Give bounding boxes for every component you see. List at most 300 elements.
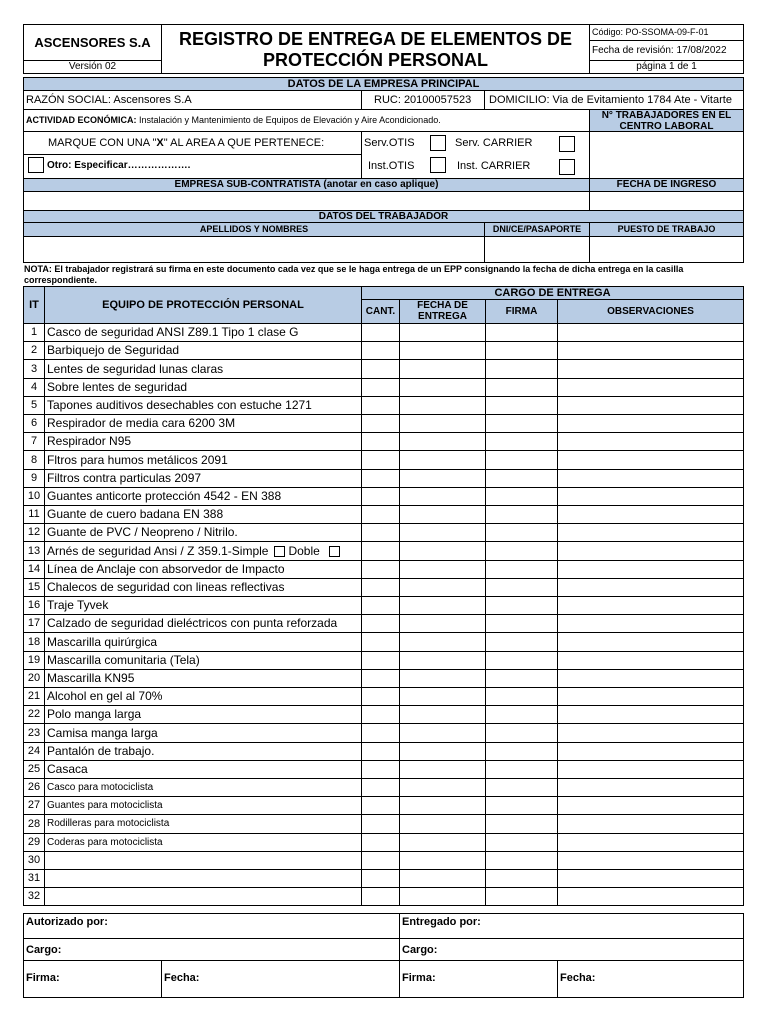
equipment-name: Polo manga larga	[47, 707, 142, 721]
obs-input-cell[interactable]	[557, 632, 744, 652]
fecha-input-cell[interactable]	[399, 378, 486, 397]
num-trabajadores-cell	[589, 109, 744, 132]
marque-x: X	[156, 137, 164, 149]
row-number: 26	[23, 778, 45, 797]
equipment-name-cell	[44, 541, 362, 561]
fecha-input-cell[interactable]	[399, 614, 486, 633]
fecha-input-cell[interactable]	[399, 487, 486, 506]
obs-input-cell[interactable]	[557, 359, 744, 379]
cant-input-cell[interactable]	[361, 396, 400, 415]
row-number: 6	[23, 414, 45, 433]
serv-carrier-checkbox[interactable]	[559, 136, 575, 152]
equipment-name: Coderas para motociclista	[47, 837, 163, 848]
col-fecha-text: FECHA DE ENTREGA	[417, 300, 468, 322]
obs-input-cell[interactable]	[557, 432, 744, 451]
fecha-input-cell[interactable]	[399, 560, 486, 579]
cargo-entregado-label: Cargo:	[402, 944, 438, 956]
firma-input-cell[interactable]	[485, 723, 558, 743]
firma-input-cell[interactable]	[485, 523, 558, 542]
fecha-input-cell[interactable]	[399, 814, 486, 834]
num-trabajadores-label: N° TRABAJADORES EN EL CENTRO LABORAL	[601, 110, 732, 132]
cant-input-cell[interactable]	[361, 560, 400, 579]
row-number: 29	[23, 833, 45, 852]
cant-input-cell[interactable]	[361, 687, 400, 706]
obs-input-cell[interactable]	[557, 450, 744, 470]
fecha-input-cell[interactable]	[399, 469, 486, 488]
row-number: 27	[23, 796, 45, 815]
firma-input-cell[interactable]	[485, 687, 558, 706]
note-text: NOTA: El trabajador registrará su firma en este documento cada vez que se le haga entrega de un EPP consignando la fecha de dicha entrega en la casilla correspondiente.	[24, 264, 684, 285]
equipment-name-cell	[44, 359, 362, 379]
fecha-ingreso-text: FECHA DE INGRESO	[616, 179, 717, 190]
fecha-input-cell[interactable]	[399, 523, 486, 542]
company-name-cell	[23, 24, 162, 61]
firma-autorizado-label: Firma:	[26, 972, 60, 984]
obs-input-cell[interactable]	[557, 742, 744, 761]
company-name: ASCENSORES S.A	[34, 35, 151, 50]
row-number: 12	[23, 523, 45, 542]
fecha-input-cell[interactable]	[399, 742, 486, 761]
row-number: 20	[23, 669, 45, 688]
equipment-name-cell	[44, 323, 362, 342]
obs-input-cell[interactable]	[557, 541, 744, 561]
row-number: 13	[23, 541, 45, 561]
doble-checkbox[interactable]	[329, 546, 340, 557]
fecha-autorizado-cell[interactable]	[161, 960, 400, 998]
row-number: 8	[23, 450, 45, 470]
cant-input-cell[interactable]	[361, 723, 400, 743]
cant-input-cell[interactable]	[361, 796, 400, 815]
actividad-label: ACTIVIDAD ECONÓMICA:	[26, 115, 137, 125]
equipment-name: Guante de cuero badana EN 388	[47, 507, 224, 521]
fecha-input-cell[interactable]	[399, 323, 486, 342]
razon-social-cell	[23, 90, 362, 110]
equipment-name-cell	[44, 378, 362, 397]
fecha-input-cell[interactable]	[399, 359, 486, 379]
equipment-name: Rodilleras para motociclista	[47, 818, 170, 829]
fecha-input-cell[interactable]	[399, 705, 486, 724]
dni-heading	[484, 222, 590, 237]
row-number: 4	[23, 378, 45, 397]
actividad-cell	[23, 109, 590, 132]
equipment-name: Arnés de seguridad Ansi / Z 359.1-Simple	[47, 544, 269, 558]
puesto-heading	[589, 222, 744, 237]
equipment-name-cell	[44, 887, 362, 906]
inst-otis-label: Inst.OTIS	[368, 160, 415, 172]
firma-input-cell[interactable]	[485, 632, 558, 652]
equipment-name-cell	[44, 560, 362, 579]
firma-input-cell[interactable]	[485, 505, 558, 524]
cant-input-cell[interactable]	[361, 323, 400, 342]
obs-input-cell[interactable]	[557, 378, 744, 397]
entregado-cell[interactable]	[399, 913, 744, 939]
row-number: 7	[23, 432, 45, 451]
domicilio: DOMICILIO: Via de Evitamiento 1784 Ate - Vitarte	[489, 94, 732, 106]
equipment-name: Línea de Anclaje con absorvedor de Impacto	[47, 562, 285, 576]
obs-input-cell[interactable]	[557, 833, 744, 852]
firma-entregado-cell[interactable]	[399, 960, 558, 998]
obs-input-cell[interactable]	[557, 578, 744, 597]
obs-input-cell[interactable]	[557, 887, 744, 906]
actividad-value: Instalación y Mantenimiento de Equipos de Elevación y Aire Acondicionado.	[139, 115, 441, 125]
col-it-header	[23, 286, 45, 324]
fecha-input-cell[interactable]	[399, 632, 486, 652]
firma-input-cell[interactable]	[485, 341, 558, 360]
apellidos-text: APELLIDOS Y NOMBRES	[199, 224, 309, 234]
ruc: RUC: 20100057523	[374, 94, 472, 106]
cant-input-cell[interactable]	[361, 469, 400, 488]
obs-input-cell[interactable]	[557, 651, 744, 670]
doble-label: Doble	[288, 544, 320, 558]
subcontratista-input[interactable]	[23, 191, 590, 211]
firma-autorizado-cell[interactable]	[23, 960, 162, 998]
cant-input-cell[interactable]	[361, 505, 400, 524]
fecha-input-cell[interactable]	[399, 651, 486, 670]
fecha-input-cell[interactable]	[399, 396, 486, 415]
subcontratista-heading	[23, 178, 590, 192]
firma-input-cell[interactable]	[485, 760, 558, 779]
row-number: 2	[23, 341, 45, 360]
cargo-autorizado-label: Cargo:	[26, 944, 62, 956]
company-heading-text: DATOS DE LA EMPRESA PRINCIPAL	[287, 78, 480, 90]
firma-input-cell[interactable]	[485, 541, 558, 561]
fecha-input-cell[interactable]	[399, 833, 486, 852]
cant-input-cell[interactable]	[361, 851, 400, 870]
obs-input-cell[interactable]	[557, 487, 744, 506]
col-fecha-header	[399, 299, 486, 324]
firma-input-cell[interactable]	[485, 778, 558, 797]
obs-input-cell[interactable]	[557, 851, 744, 870]
equipment-name-cell	[44, 669, 362, 688]
serv-otis-checkbox[interactable]	[430, 135, 446, 151]
company-section-heading	[23, 77, 744, 91]
equipment-name-cell	[44, 869, 362, 888]
firma-input-cell[interactable]	[485, 578, 558, 597]
fecha-input-cell[interactable]	[399, 869, 486, 888]
ruc-cell	[361, 90, 485, 110]
equipment-name-cell	[44, 760, 362, 779]
inst-otis-checkbox[interactable]	[430, 157, 446, 173]
row-number: 32	[23, 887, 45, 906]
row-number: 31	[23, 869, 45, 888]
row-number: 14	[23, 560, 45, 579]
firma-input-cell[interactable]	[485, 487, 558, 506]
cant-input-cell[interactable]	[361, 705, 400, 724]
equipment-name-cell	[44, 687, 362, 706]
document-code: Código: PO-SSOMA-09-F-01	[592, 27, 709, 37]
equipment-name: Respirador N95	[47, 434, 132, 448]
equipment-name-cell	[44, 432, 362, 451]
obs-input-cell[interactable]	[557, 414, 744, 433]
equipment-name: Mascarilla comunitaria (Tela)	[47, 653, 200, 667]
note	[24, 264, 744, 286]
equipment-name: Guantes para motociclista	[47, 800, 163, 811]
equipment-name: Chalecos de seguridad con lineas reflectivas	[47, 580, 285, 594]
fecha-input-cell[interactable]	[399, 432, 486, 451]
firma-input-cell[interactable]	[485, 596, 558, 615]
firma-input-cell[interactable]	[485, 705, 558, 724]
firma-input-cell[interactable]	[485, 469, 558, 488]
firma-input-cell[interactable]	[485, 742, 558, 761]
equipment-name: Calzado de seguridad dieléctricos con punta reforzada	[47, 616, 338, 630]
equipment-name-cell	[44, 814, 362, 834]
firma-input-cell[interactable]	[485, 450, 558, 470]
fecha-input-cell[interactable]	[399, 687, 486, 706]
equipment-name: Tapones auditivos desechables con estuche 1271	[47, 398, 312, 412]
col-obs-text: OBSERVACIONES	[607, 306, 694, 317]
otro-checkbox[interactable]	[28, 157, 44, 173]
revision-cell	[589, 40, 744, 61]
equipment-name: Camisa manga larga	[47, 726, 158, 740]
cant-input-cell[interactable]	[361, 742, 400, 761]
row-number: 9	[23, 469, 45, 488]
obs-input-cell[interactable]	[557, 469, 744, 488]
apellidos-input[interactable]	[23, 236, 485, 263]
equipment-name-cell	[44, 833, 362, 852]
firma-input-cell[interactable]	[485, 814, 558, 834]
firma-input-cell[interactable]	[485, 560, 558, 579]
equipment-name: Guante de PVC / Neopreno / Nitrilo.	[47, 525, 238, 539]
obs-input-cell[interactable]	[557, 796, 744, 815]
col-equipo-header	[44, 286, 362, 324]
obs-input-cell[interactable]	[557, 560, 744, 579]
fecha-input-cell[interactable]	[399, 760, 486, 779]
document-title-cell	[161, 24, 590, 74]
cant-input-cell[interactable]	[361, 887, 400, 906]
obs-input-cell[interactable]	[557, 687, 744, 706]
fecha-entregado-label: Fecha:	[560, 972, 596, 984]
equipment-name-cell	[44, 414, 362, 433]
equipment-name: Guantes anticorte protección 4542 - EN 388	[47, 489, 282, 503]
equipment-name: Casco para motociclista	[47, 782, 154, 793]
otro-label: Otro: Especificar……………….	[47, 160, 191, 171]
obs-input-cell[interactable]	[557, 505, 744, 524]
row-number: 21	[23, 687, 45, 706]
row-number: 10	[23, 487, 45, 506]
fecha-input-cell[interactable]	[399, 669, 486, 688]
inst-carrier-label: Inst. CARRIER	[457, 160, 531, 172]
equipment-name-cell	[44, 614, 362, 633]
cargo-autorizado-cell[interactable]	[23, 938, 400, 961]
version-cell	[23, 60, 162, 74]
firma-input-cell[interactable]	[485, 869, 558, 888]
equipment-name-cell	[44, 651, 362, 670]
row-number: 17	[23, 614, 45, 633]
col-firma-header	[485, 299, 558, 324]
dni-input[interactable]	[484, 236, 590, 263]
equipment-name-cell	[44, 450, 362, 470]
obs-input-cell[interactable]	[557, 669, 744, 688]
obs-input-cell[interactable]	[557, 705, 744, 724]
document-title-line1: REGISTRO DE ENTREGA DE ELEMENTOS DE	[178, 29, 573, 49]
equipment-name: Respirador de media cara 6200 3M	[47, 416, 236, 430]
fecha-input-cell[interactable]	[399, 887, 486, 906]
row-number: 23	[23, 723, 45, 743]
page-cell	[589, 60, 744, 74]
row-number: 5	[23, 396, 45, 415]
marque-prefix: MARQUE CON UNA "	[48, 137, 157, 149]
page-number: página 1 de 1	[636, 61, 697, 72]
firma-input-cell[interactable]	[485, 887, 558, 906]
equipment-name-cell	[44, 851, 362, 870]
col-it-text: IT	[29, 299, 39, 311]
obs-input-cell[interactable]	[557, 760, 744, 779]
obs-input-cell[interactable]	[557, 614, 744, 633]
inst-carrier-checkbox[interactable]	[559, 159, 575, 175]
cargo-entrega-header	[361, 286, 744, 300]
fecha-input-cell[interactable]	[399, 778, 486, 797]
cant-input-cell[interactable]	[361, 760, 400, 779]
obs-input-cell[interactable]	[557, 396, 744, 415]
document-title-line2: PROTECCIÓN PERSONAL	[262, 50, 489, 70]
equipment-name: Sobre lentes de seguridad	[47, 380, 188, 394]
fecha-input-cell[interactable]	[399, 796, 486, 815]
equipment-name: Casaca	[47, 762, 88, 776]
equipment-name: Fltros para humos metálicos 2091	[47, 453, 228, 467]
fecha-input-cell[interactable]	[399, 723, 486, 743]
firma-input-cell[interactable]	[485, 414, 558, 433]
firma-input-cell[interactable]	[485, 833, 558, 852]
cant-input-cell[interactable]	[361, 523, 400, 542]
revision-date: Fecha de revisión: 17/08/2022	[592, 45, 727, 56]
autorizado-label: Autorizado por:	[26, 916, 108, 928]
col-cant-text: CANT.	[365, 306, 396, 317]
cant-input-cell[interactable]	[361, 833, 400, 852]
equipment-name: Alcohol en gel al 70%	[47, 689, 163, 703]
row-number: 3	[23, 359, 45, 379]
fecha-input-cell[interactable]	[399, 578, 486, 597]
cant-input-cell[interactable]	[361, 614, 400, 633]
cant-input-cell[interactable]	[361, 814, 400, 834]
cargo-entregado-cell[interactable]	[399, 938, 744, 961]
equipment-name: Traje Tyvek	[47, 598, 109, 612]
cant-input-cell[interactable]	[361, 651, 400, 670]
marque-cell	[23, 131, 362, 155]
equipment-name-cell	[44, 523, 362, 542]
fecha-ingreso-input[interactable]	[589, 191, 744, 211]
firma-input-cell[interactable]	[485, 614, 558, 633]
col-obs-header	[557, 299, 744, 324]
equipment-name-cell	[44, 341, 362, 360]
fecha-ingreso-heading	[589, 178, 744, 192]
equipment-name: Mascarilla KN95	[47, 671, 135, 685]
firma-input-cell[interactable]	[485, 432, 558, 451]
razon-social: RAZÓN SOCIAL: Ascensores S.A	[26, 94, 192, 106]
equipment-name-cell	[44, 578, 362, 597]
cant-input-cell[interactable]	[361, 432, 400, 451]
row-number: 24	[23, 742, 45, 761]
fecha-input-cell[interactable]	[399, 450, 486, 470]
row-number: 18	[23, 632, 45, 652]
equipment-name-cell	[44, 505, 362, 524]
equipment-name-cell	[44, 723, 362, 743]
firma-input-cell[interactable]	[485, 359, 558, 379]
fecha-entregado-cell[interactable]	[557, 960, 744, 998]
autorizado-cell[interactable]	[23, 913, 400, 939]
fecha-input-cell[interactable]	[399, 505, 486, 524]
cant-input-cell[interactable]	[361, 359, 400, 379]
serv-carrier-label: Serv. CARRIER	[455, 137, 533, 149]
cant-input-cell[interactable]	[361, 869, 400, 888]
equipment-name-cell	[44, 396, 362, 415]
row-number: 28	[23, 814, 45, 834]
row-number: 16	[23, 596, 45, 615]
cant-input-cell[interactable]	[361, 341, 400, 360]
equipment-name-cell	[44, 487, 362, 506]
fecha-input-cell[interactable]	[399, 596, 486, 615]
firma-input-cell[interactable]	[485, 651, 558, 670]
cant-input-cell[interactable]	[361, 378, 400, 397]
cant-input-cell[interactable]	[361, 669, 400, 688]
firma-input-cell[interactable]	[485, 396, 558, 415]
obs-input-cell[interactable]	[557, 869, 744, 888]
cargo-entrega-text: CARGO DE ENTREGA	[494, 287, 611, 299]
cant-input-cell[interactable]	[361, 632, 400, 652]
num-trabajadores-value[interactable]	[589, 131, 744, 179]
firma-input-cell[interactable]	[485, 796, 558, 815]
entregado-label: Entregado por:	[402, 916, 481, 928]
obs-input-cell[interactable]	[557, 596, 744, 615]
equipment-name-cell	[44, 469, 362, 488]
firma-input-cell[interactable]	[485, 378, 558, 397]
equipment-name: Casco de seguridad ANSI Z89.1 Tipo 1 clase G	[47, 325, 299, 339]
cant-input-cell[interactable]	[361, 778, 400, 797]
obs-input-cell[interactable]	[557, 341, 744, 360]
cant-input-cell[interactable]	[361, 578, 400, 597]
domicilio-cell	[484, 90, 744, 110]
equipment-name: Lentes de seguridad lunas claras	[47, 362, 224, 376]
cant-input-cell[interactable]	[361, 450, 400, 470]
row-number: 19	[23, 651, 45, 670]
marque-suffix: " AL AREA A QUE PERTENECE:	[163, 137, 325, 149]
cant-input-cell[interactable]	[361, 541, 400, 561]
version: Versión 02	[68, 61, 117, 72]
fecha-autorizado-label: Fecha:	[164, 972, 200, 984]
obs-input-cell[interactable]	[557, 778, 744, 797]
equipment-name: Barbiquejo de Seguridad	[47, 343, 180, 357]
fecha-input-cell[interactable]	[399, 851, 486, 870]
dni-text: DNI/CE/PASAPORTE	[492, 224, 582, 234]
equipment-name-cell	[44, 742, 362, 761]
obs-input-cell[interactable]	[557, 814, 744, 834]
simple-checkbox[interactable]	[274, 546, 285, 557]
obs-input-cell[interactable]	[557, 723, 744, 743]
row-number: 30	[23, 851, 45, 870]
col-firma-text: FIRMA	[505, 306, 538, 317]
puesto-text: PUESTO DE TRABAJO	[617, 224, 716, 234]
firma-input-cell[interactable]	[485, 851, 558, 870]
puesto-input[interactable]	[589, 236, 744, 263]
equipment-name: Filtros contra particulas 2097	[47, 471, 202, 485]
fecha-input-cell[interactable]	[399, 341, 486, 360]
row-number: 11	[23, 505, 45, 524]
firma-input-cell[interactable]	[485, 323, 558, 342]
firma-input-cell[interactable]	[485, 669, 558, 688]
subcontratista-text: EMPRESA SUB-CONTRATISTA (anotar en caso aplique)	[174, 179, 439, 190]
obs-input-cell[interactable]	[557, 523, 744, 542]
cant-input-cell[interactable]	[361, 596, 400, 615]
obs-input-cell[interactable]	[557, 323, 744, 342]
firma-entregado-label: Firma:	[402, 972, 436, 984]
fecha-input-cell[interactable]	[399, 414, 486, 433]
serv-otis-label: Serv.OTIS	[364, 137, 415, 149]
fecha-input-cell[interactable]	[399, 541, 486, 561]
row-number: 25	[23, 760, 45, 779]
cant-input-cell[interactable]	[361, 414, 400, 433]
row-number: 1	[23, 323, 45, 342]
apellidos-heading	[23, 222, 485, 237]
cant-input-cell[interactable]	[361, 487, 400, 506]
